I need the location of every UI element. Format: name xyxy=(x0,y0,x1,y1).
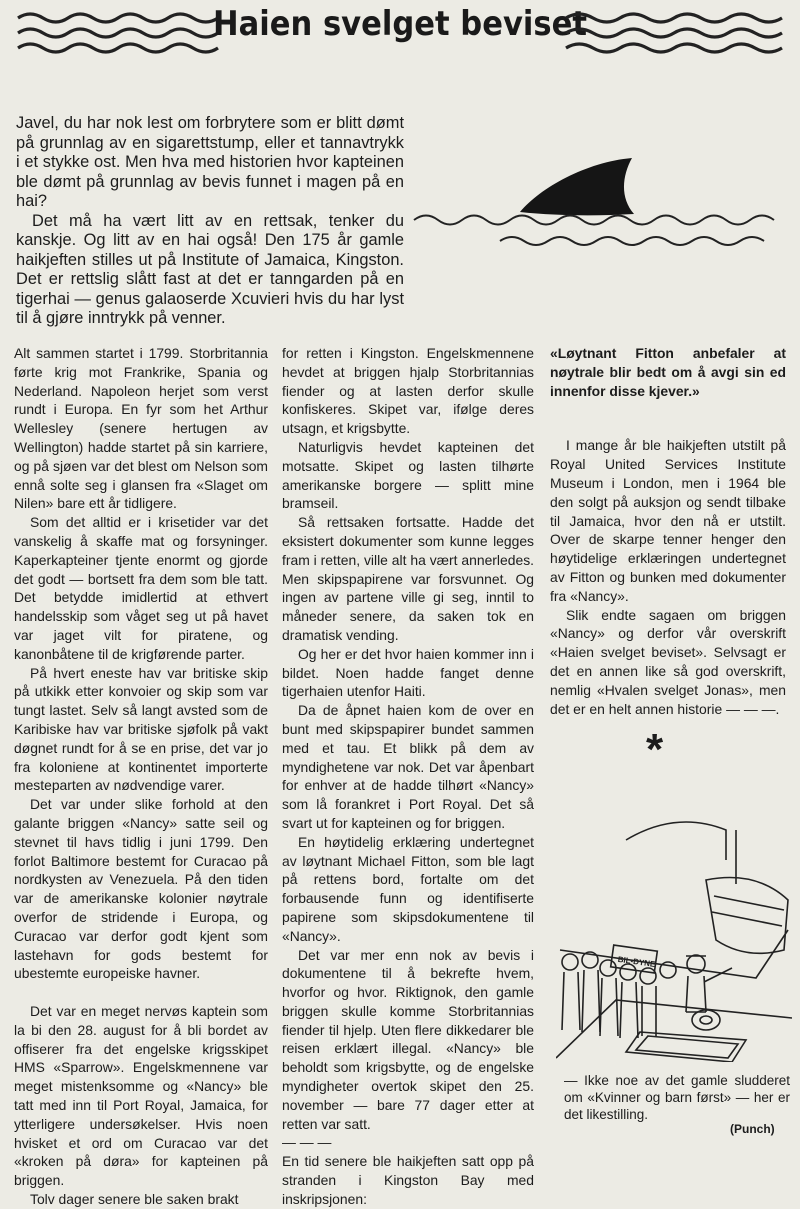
body-paragraph: Da de åpnet haien kom de over en bunt med skipspapirer bundet sammen med et tau. Et blikk på dem av myndighetene var nok. Det var åpenbart for enhver at de hadde tilhørt «Nancy» som lå forankret i Port Royal. Det så svart ut for kapteinen og for briggen. xyxy=(282,702,534,831)
article-column-1 xyxy=(14,344,268,1209)
headline-title: Haien svelget beviset xyxy=(213,4,587,44)
cartoon-sign-text: BIL-DYNE xyxy=(617,954,656,969)
article-column-2 xyxy=(282,344,534,1209)
body-paragraph: På hvert eneste hav var britiske skip på utkikk etter konvoier og skip som var tungt lastet. Selv så langt avsted som de Karibiske hav var britiske sjøfolk på vakt døgnet rundt for å se en prise, det var jo fra koloniene at kontinentet importerte mesteparten av nødvendige varer. xyxy=(14,664,268,794)
article-column-3 xyxy=(550,344,786,718)
body-paragraph: I mange år ble haikjeften utstilt på Royal United Services Institute Museum i London, men i 1964 ble den solgt på auksjon og sendt tilbake til Jamaica, hvor den nå er utstilt. Over de skarpe tenner henger den høytidelige erklæringen undertegnet av Fitton og bunken med dokumenter fra «Nancy». xyxy=(550,437,786,604)
body-paragraph: En tid senere ble haikjeften satt opp på stranden i Kingston Bay med inskripsjonen: xyxy=(282,1153,534,1207)
body-paragraph: for retten i Kingston. Engelskmennene hevdet at briggen hjalp Storbritannias fiender og at lasten derfor skulle konfiskeres. Skipet var, ifølge deres utsagn, et krigsbytte. xyxy=(282,345,534,437)
cartoon-credit: (Punch) xyxy=(730,1122,775,1136)
body-paragraph: Og her er det hvor haien kommer inn i bildet. Noen hadde fanget denne tigerhaien utenfor Haiti. xyxy=(282,645,534,700)
body-paragraph: Det var under slike forhold at den galante briggen «Nancy» satte seil og stevnet til havs tidlig i juni 1799. Den forlot Baltimore bestemt for Curacao på nordkysten av Venezuela. På den tiden var de amerikanske kolonier nøytrale overfor de stridende i Europa, og Curacao var derfor godt kjent som lastehavn for gods bestemt for ubestemte europeiske havner. xyxy=(14,796,268,982)
body-paragraph: Naturligvis hevdet kapteinen det motsatte. Skipet og lasten tilhørte amerikanske borgere — splitt mine bramseil. xyxy=(282,438,534,512)
intro-text xyxy=(16,114,404,329)
intro-paragraph: Javel, du har nok lest om forbrytere som er blitt dømt på grunnlag av en sigarettstump, eller et tannavtrykk i et stykke ost. Men hva med historien hvor kapteinen ble dømt på grunnlag av bevis funnet i magen på en hai? xyxy=(16,114,404,210)
headline-banner xyxy=(0,0,800,64)
asterisk-divider: * xyxy=(646,725,664,774)
lifeboat-cartoon xyxy=(556,800,792,1062)
body-paragraph: Det var mer enn nok av bevis i dokumentene til å bekrefte hvem, hvorfor og hvor. Riktignok, den gamle briggen skulle komme Storbritannias fiender til hjelp. Uten flere dikkedarer ble reisen erklært illegal. «Nancy» ble beholdt som krigsbytte, og de engelske myndigheter overtok skipet den 25. november — bare 77 dager etter at retten var satt. xyxy=(282,946,534,1132)
body-paragraph: En høytidelig erklæring undertegnet av løytnant Michael Fitton, som ble lagt på rettens bord, fortalte om det forbausende funn og identifiserte papirene som skipsdokumentene til «Nancy». xyxy=(282,833,534,944)
intro-paragraph: Det må ha vært litt av en rettsak, tenker du kanskje. Og litt av en hai også! Den 175 år gamle haikjeften stilles ut på Institute of Jamaica, Kingston. Det er rettslig slått fast at det er tanngarden på en tigerhai — genus galaoserde Xcuvieri hvis du har lyst til å gjøre inntrykk på venner. xyxy=(16,211,404,327)
body-paragraph: Som det alltid er i krisetider var det vanskelig å skaffe mat og forsyninger. Kaperkapteiner tjente enormt og gjorde det godt — bortsett fra dem som ble tatt. Det betydde imidlertid at ethvert handelsskip som våget seg ut på havet var jaget vilt for piratene, og kanonbåtene til de krigførende parter. xyxy=(14,514,268,662)
body-paragraph: Tolv dager senere ble saken brakt xyxy=(30,1191,239,1208)
cartoon-caption: — Ikke noe av det gamle sludderet om «Kvinner og barn først» — her er det likestilling. xyxy=(564,1073,790,1122)
body-paragraph: Slik endte sagaen om briggen «Nancy» og derfor vår overskrift «Haien svelget beviset». Selvsagt er det en annen like så god overskrift, nemlig «Hvalen svelget Jonas», men det er en helt annen historie — — —. xyxy=(550,606,786,717)
body-paragraph: Så rettsaken fortsatte. Hadde det eksistert dokumenter som kunne legges fram i retten, ville alt ha vært annerledes. Men skipspapirene var forsvunnet. Og ingen av partene ville gi seg, inntil to måneder senere, da saken tok en dramatisk vending. xyxy=(282,514,534,643)
inscription-quote: «Løytnant Fitton anbefaler at nøytrale blir bedt om å avgi sin ed innenfor disse kjever.» xyxy=(550,345,786,399)
body-paragraph: Alt sammen startet i 1799. Storbritannia førte krig mot Frankrike, Spania og Nederland. Napoleon herjet som verst rundt i Europa. En fyr som het Arthur Wellesley (senere hertugen av Wellington) hadde startet på sin karriere, og på sjøen var det blest om Nelson som ennå solte seg i glansen fra «Slaget om Nilen» bare ett år tidligere. xyxy=(14,345,268,512)
wave-ornament-right xyxy=(564,6,784,54)
section-divider: — — — xyxy=(282,1134,332,1151)
shark-fin-illustration xyxy=(408,140,788,260)
body-paragraph: Det var en meget nervøs kaptein som la bi den 28. august for å bli bordet av offiserer fra det engelske krigsskipet HMS «Sparrow». Engelskmennene var meget mistenksomme og «Nancy» ble tatt med inn til Port Royal, Jamaica, for ytterligere undersøkelser. Hvis noen hvisket et ord om Curacao var det «kroken på døra» for kapteinen på briggen. xyxy=(14,1003,268,1189)
